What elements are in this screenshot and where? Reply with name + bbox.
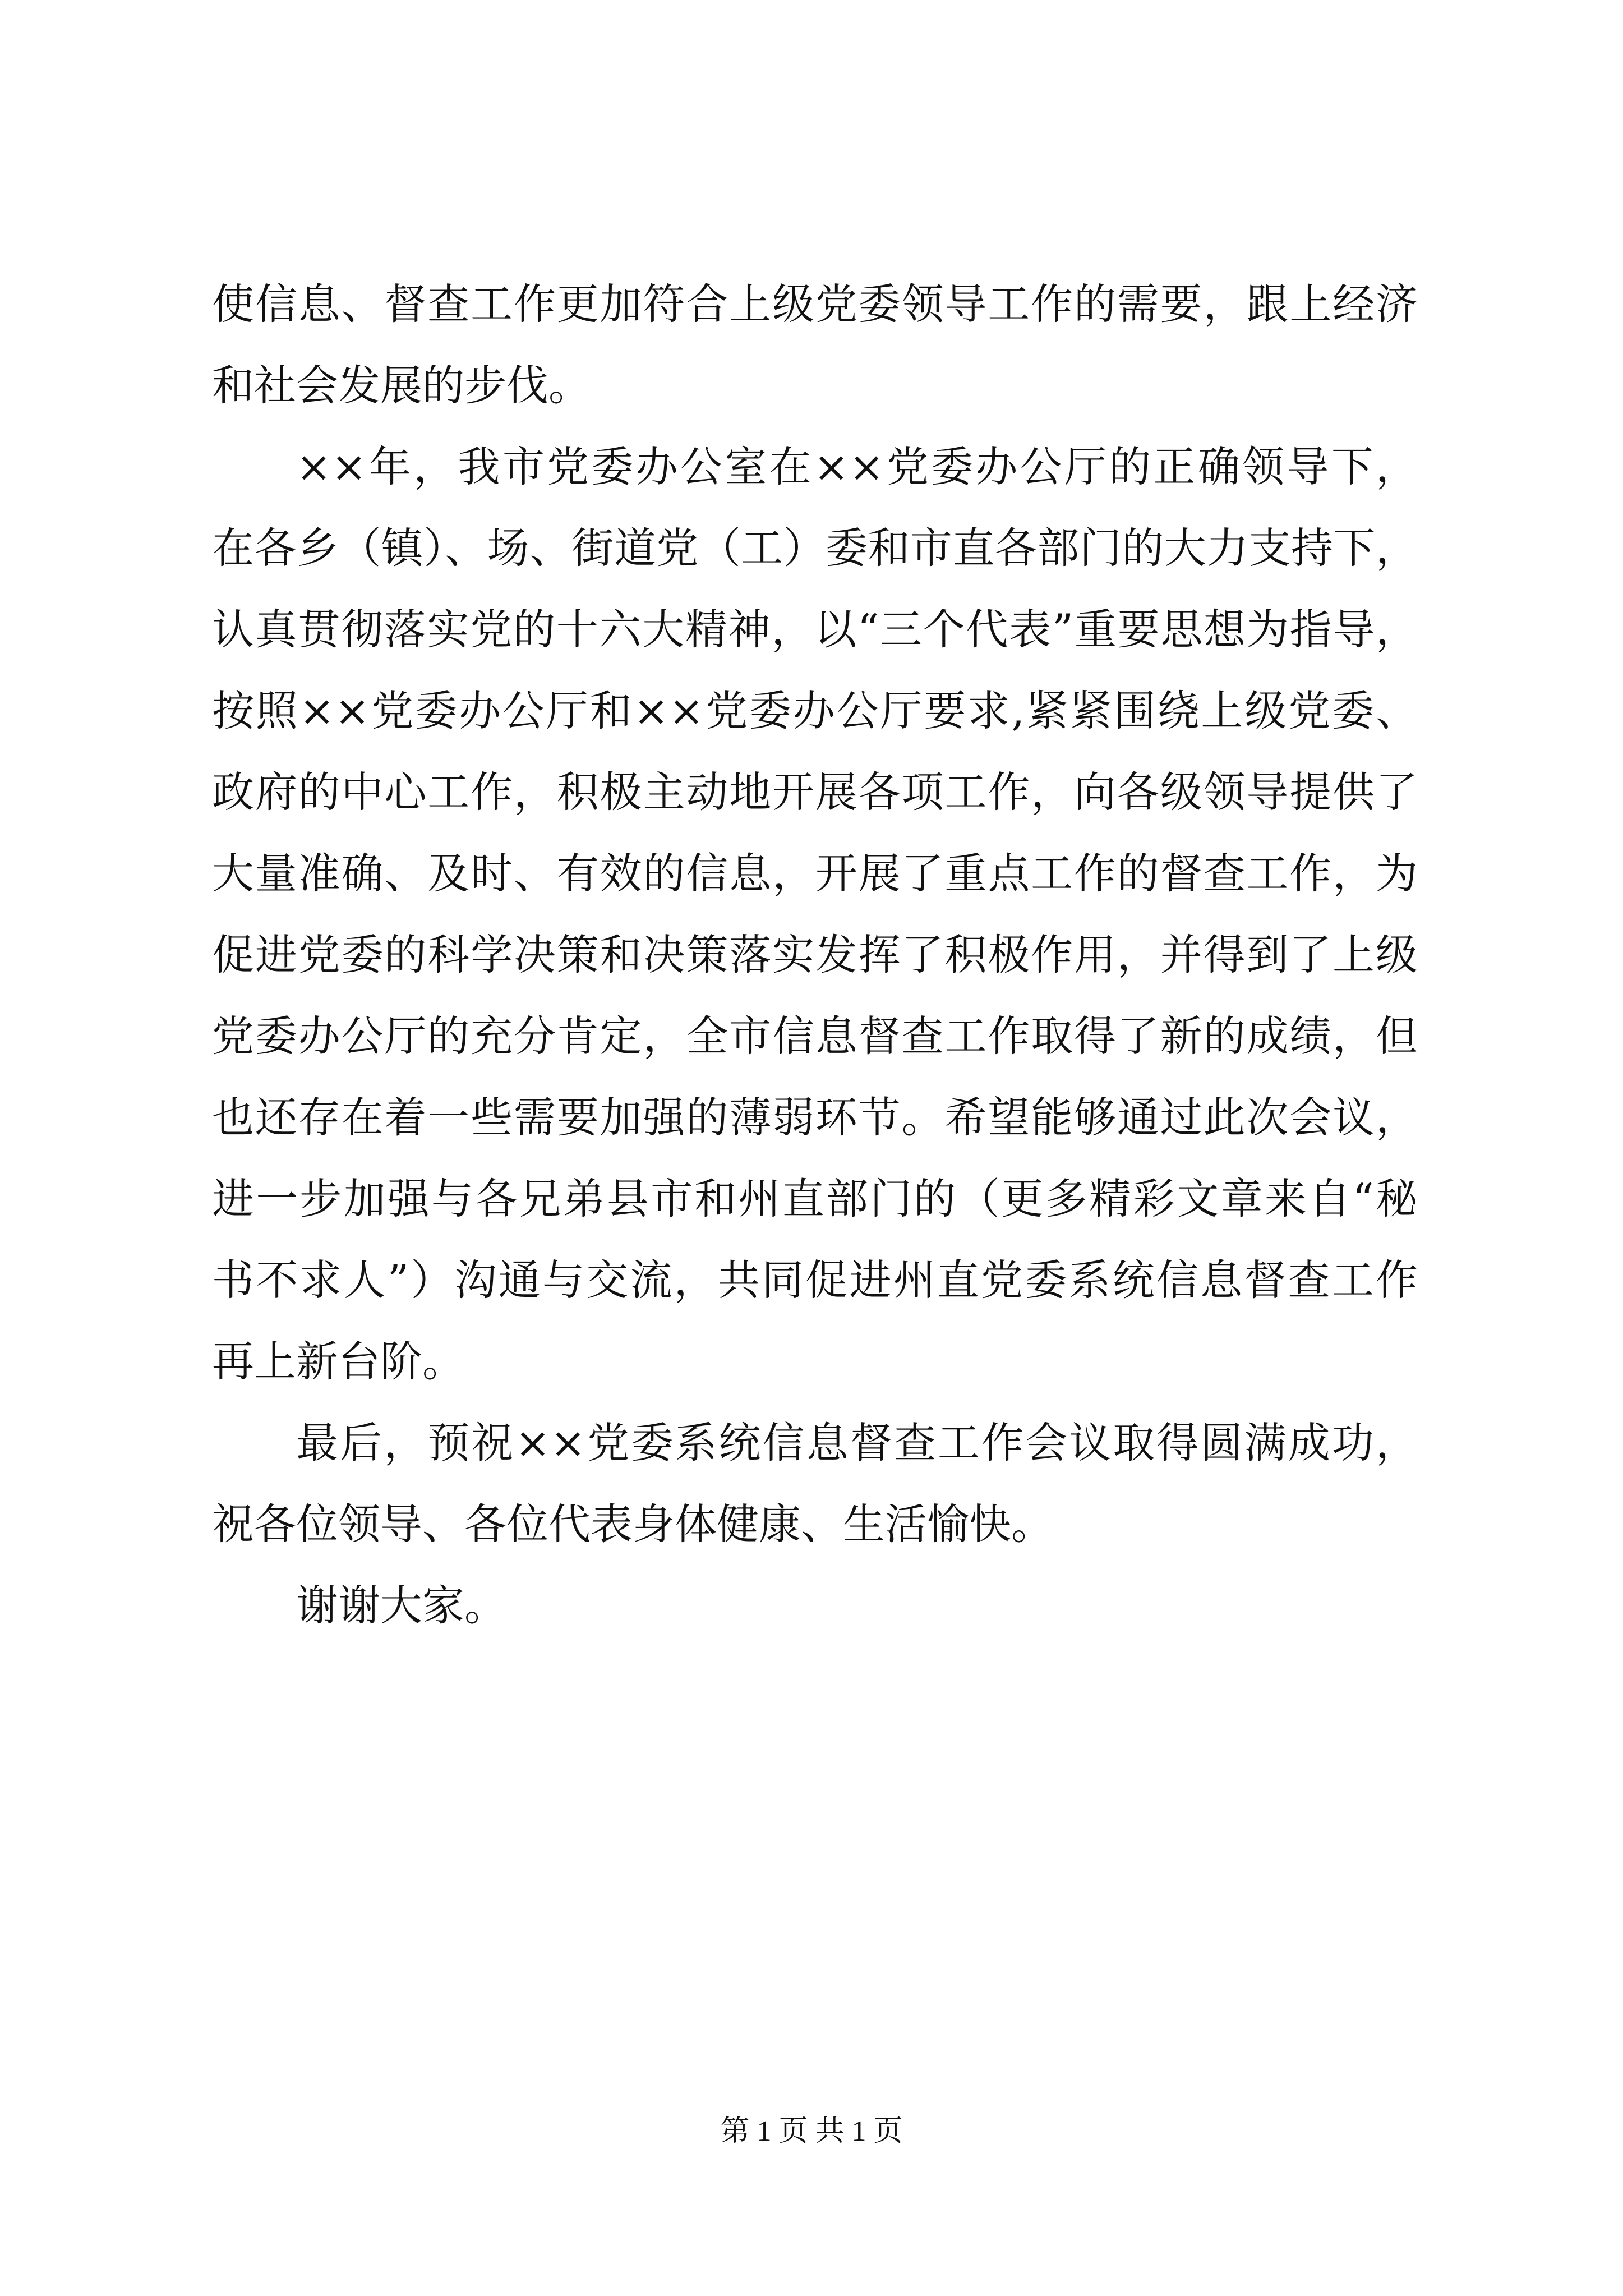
text-line: 最后，预祝××党委系统信息督查工作会议取得圆满成功， — [296, 1418, 1418, 1467]
text-line: 祝各位领导、各位代表身体健康、生活愉快。 — [212, 1499, 1054, 1549]
paragraph-continuation — [212, 264, 1418, 426]
text-line: 进一步加强与各兄弟县市和州直部门的（更多精彩文章来自“秘 — [212, 1174, 1418, 1223]
text-line: 促进党委的科学决策和决策落实发挥了积极作用，并得到了上级 — [212, 930, 1418, 979]
page-footer: 第 1 页 共 1 页 — [720, 2115, 903, 2147]
text-line: 党委办公厅的充分肯定，全市信息督查工作取得了新的成绩，但 — [212, 1011, 1418, 1061]
paragraph-wishes — [212, 1402, 1418, 1565]
text-line: 也还存在着一些需要加强的薄弱环节。希望能够通过此次会议， — [212, 1093, 1418, 1142]
text-line: 使信息、督查工作更加符合上级党委领导工作的需要，跟上经济 — [212, 279, 1418, 329]
text-line: ××年，我市党委办公室在××党委办公厅的正确领导下， — [296, 442, 1418, 491]
text-line: 再上新台阶。 — [212, 1337, 465, 1386]
text-line: 谢谢大家。 — [296, 1581, 507, 1630]
paragraph-closing — [212, 1565, 1418, 1646]
text-line: 书不求人”）沟通与交流，共同促进州直党委系统信息督查工作 — [212, 1255, 1418, 1305]
text-line: 按照××党委办公厅和××党委办公厅要求,紧紧围绕上级党委、 — [212, 686, 1418, 735]
text-line: 大量准确、及时、有效的信息，开展了重点工作的督查工作，为 — [212, 849, 1418, 898]
text-line: 认真贯彻落实党的十六大精神，以“三个代表”重要思想为指导， — [212, 605, 1418, 654]
text-line: 政府的中心工作，积极主动地开展各项工作，向各级领导提供了 — [212, 767, 1418, 817]
paragraph-summary — [212, 426, 1418, 1402]
text-line: 在各乡（镇）、场、街道党（工）委和市直各部门的大力支持下， — [212, 523, 1418, 573]
document-body — [212, 264, 1418, 1646]
text-line: 和社会发展的步伐。 — [212, 361, 591, 410]
